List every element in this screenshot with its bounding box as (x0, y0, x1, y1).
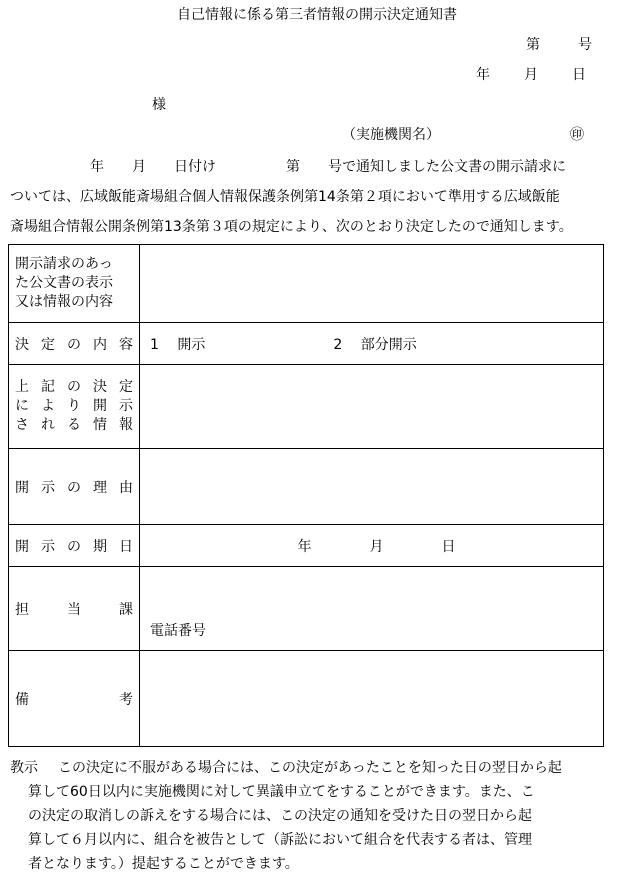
label-char: の (67, 479, 81, 496)
issue-date (476, 64, 586, 84)
label-char: 由 (119, 479, 133, 496)
row-remarks (9, 651, 604, 747)
value-contact[interactable] (140, 567, 604, 651)
value-request-content[interactable] (140, 245, 604, 323)
label-char: 定 (41, 336, 55, 353)
row-request-content (9, 245, 604, 323)
row-disclosed-info (9, 365, 604, 449)
label-char: 示 (41, 479, 55, 496)
intro-line-2: ついては、広域飯能斎場組合個人情報保護条例第14条第２項において準用する広域飯能 (10, 189, 560, 205)
notice-line: 者となります。）提起することができます。 (28, 856, 299, 872)
option-disclose[interactable]: 1 開示 (150, 336, 206, 353)
row-contact (9, 567, 604, 651)
period-month: 月 (369, 538, 384, 555)
row-reason (9, 449, 604, 525)
label-char: に (15, 398, 29, 414)
label-char: れ (41, 417, 55, 433)
label-line: 又は情報の内容 (15, 294, 113, 310)
label-char: 定 (119, 379, 133, 395)
label-request-content (9, 245, 140, 323)
issue-year: 年 (476, 67, 490, 83)
label-char: 開 (93, 398, 107, 414)
label-char: 示 (119, 398, 133, 414)
label-char: 課 (119, 602, 133, 618)
label-char: 上 (15, 379, 29, 395)
label-contact (9, 567, 140, 651)
label-char: 決 (15, 336, 29, 353)
document-number (526, 34, 592, 54)
notice-line: この決定に不服がある場合には、この決定があったことを知った日の翌日から起 (58, 760, 562, 776)
value-decision (140, 323, 604, 365)
notice-line: 算して60日以内に実施機関に対して異議申立てをすることができます。また、こ (28, 784, 535, 800)
number-go: 号 (578, 37, 592, 53)
label-char: 考 (119, 691, 133, 708)
label-char: 日 (119, 538, 133, 555)
label-char: 当 (67, 602, 81, 618)
label-char: 報 (119, 417, 133, 433)
seal-mark: ㊞ (570, 127, 584, 143)
label-char: の (67, 379, 81, 395)
label-line: 開示請求のあっ (15, 256, 113, 272)
document-title: 自己情報に係る第三者情報の開示決定通知書 (177, 7, 457, 23)
label-char: 理 (93, 479, 107, 496)
label-char: 開 (15, 538, 29, 555)
value-reason[interactable] (140, 449, 604, 525)
label-char: 決 (93, 379, 107, 395)
label-char: さ (15, 417, 29, 433)
period-day: 日 (441, 538, 456, 555)
agency-name: （実施機関名） (342, 127, 440, 143)
label-char: る (67, 417, 81, 433)
issue-day: 日 (572, 67, 586, 83)
label-remarks (9, 651, 140, 747)
label-char: り (67, 398, 81, 414)
label-char: の (67, 336, 81, 353)
label-decision (9, 323, 140, 365)
value-remarks[interactable] (140, 651, 604, 747)
label-char: 容 (119, 336, 133, 353)
intro-paragraph (10, 152, 626, 242)
label-reason (9, 449, 140, 525)
label-char: 担 (15, 602, 29, 618)
label-disclosed-info (9, 365, 140, 449)
period-year: 年 (297, 538, 312, 555)
label-char: の (67, 538, 81, 555)
value-disclosed-info[interactable] (140, 365, 604, 449)
phone-number-label: 電話番号 (150, 623, 206, 639)
notice-line: 算して６月以内に、組合を被告として（訴訟において組合を代表する者は、管理 (28, 832, 532, 848)
number-dai: 第 (526, 37, 540, 53)
label-char: 示 (41, 538, 55, 555)
option-partial-disclose[interactable]: 2 部分開示 (333, 336, 417, 353)
label-period (9, 525, 140, 567)
label-line: た公文書の表示 (15, 275, 113, 291)
intro-line-1: 年 月 日付け 第 号で通知しました公文書の開示請求に (90, 159, 566, 175)
row-decision (9, 323, 604, 365)
intro-line-3: 斎場組合情報公開条例第13条第３項の規定により、次のとおり決定したので通知します。 (10, 219, 573, 235)
notice-heading: 教示 (10, 760, 38, 776)
label-char: 開 (15, 479, 29, 496)
label-char: よ (41, 398, 55, 414)
issue-month: 月 (524, 67, 538, 83)
value-period[interactable] (140, 525, 604, 567)
addressee-suffix: 様 (152, 97, 166, 113)
label-char: 期 (93, 538, 107, 555)
label-char: 内 (93, 336, 107, 353)
label-char: 記 (41, 379, 55, 395)
label-char: 情 (93, 417, 107, 433)
notice-line: の決定の取消しの訴えをする場合には、この決定の通知を受けた日の翌日から起 (28, 808, 532, 824)
row-period (9, 525, 604, 567)
label-char: 備 (15, 691, 29, 708)
decision-form-table (8, 244, 604, 747)
